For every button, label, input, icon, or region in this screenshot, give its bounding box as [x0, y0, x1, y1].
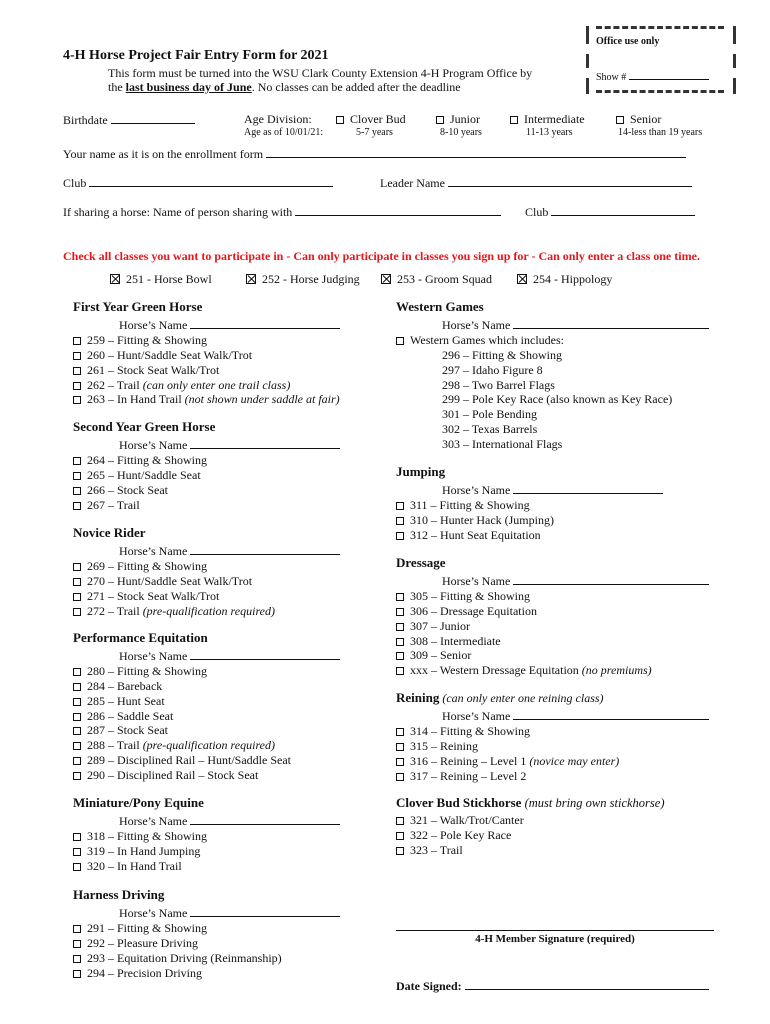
class-item[interactable]: 272 – Trail (pre-qualification required) — [73, 604, 340, 619]
class-item[interactable]: 285 – Hunt Seat — [73, 694, 340, 709]
class-item[interactable]: xxx – Western Dressage Equitation (no premiums) — [396, 663, 709, 678]
division-clover-bud-ages: 5-7 years — [356, 127, 393, 138]
class-item[interactable]: 290 – Disciplined Rail – Stock Seat — [73, 768, 340, 783]
horse-name-field[interactable]: Horse’s Name — [73, 905, 340, 921]
checkbox-icon — [73, 396, 81, 404]
section-title: Reining — [396, 690, 440, 705]
checked-checkbox-icon — [517, 274, 527, 284]
checkbox-icon — [73, 970, 81, 978]
class-item[interactable]: 316 – Reining – Level 1 (novice may enter) — [396, 754, 709, 769]
checkbox-icon — [396, 728, 404, 736]
enrollment-name-field[interactable] — [63, 146, 686, 162]
sharing-label: If sharing a horse: Name of person sharing with — [63, 205, 293, 219]
division-junior[interactable]: Junior — [436, 112, 480, 127]
class-item[interactable]: 314 – Fitting & Showing — [396, 724, 709, 739]
leader-name-field[interactable] — [380, 175, 692, 191]
birthdate-field[interactable] — [63, 112, 195, 128]
section-title: Western Games — [396, 299, 484, 314]
class-item[interactable]: 307 – Junior — [396, 619, 709, 634]
horse-name-field[interactable]: Horse’s Name — [73, 437, 340, 453]
sub-class: 298 – Two Barrel Flags — [442, 377, 555, 392]
division-senior-ages: 14-less than 19 years — [618, 127, 703, 138]
checkbox-icon — [73, 848, 81, 856]
checkbox-icon — [510, 116, 518, 124]
checkbox-icon — [396, 847, 404, 855]
office-use-box — [586, 26, 736, 94]
checkbox-icon — [73, 833, 81, 841]
show-number-label: Show # — [596, 72, 627, 83]
class-item[interactable]: 294 – Precision Driving — [73, 966, 340, 981]
class-item[interactable]: 262 – Trail (can only enter one trail class) — [73, 378, 340, 393]
checked-checkbox-icon — [246, 274, 256, 284]
horse-name-field[interactable]: Horse’s Name — [396, 708, 709, 724]
division-senior[interactable]: Senior — [616, 112, 661, 127]
signature-line[interactable] — [396, 930, 714, 931]
checkbox-icon — [73, 487, 81, 495]
age-division-label: Age Division: — [244, 112, 312, 126]
checkbox-icon — [73, 955, 81, 963]
section-title: Miniature/Pony Equine — [73, 795, 204, 810]
age-note: Age as of 10/01/21: — [244, 127, 324, 138]
section-western-games — [396, 300, 709, 452]
sub-class: 296 – Fitting & Showing — [442, 347, 563, 362]
section-title: Clover Bud Stickhorse — [396, 795, 522, 810]
checkbox-icon — [73, 502, 81, 510]
class-item[interactable]: 305 – Fitting & Showing — [396, 589, 709, 604]
checkbox-icon — [396, 608, 404, 616]
class-254[interactable]: 254 - Hippology — [517, 272, 612, 287]
club-label: Club — [63, 176, 87, 190]
class-item[interactable]: 312 – Hunt Seat Equitation — [396, 528, 663, 543]
checkbox-icon — [396, 517, 404, 525]
checkbox-icon — [396, 593, 404, 601]
checkbox-icon — [336, 116, 344, 124]
class-item[interactable]: 270 – Hunt/Saddle Seat Walk/Trot — [73, 574, 340, 589]
class-item[interactable]: 310 – Hunter Hack (Jumping) — [396, 513, 663, 528]
checkbox-icon — [73, 940, 81, 948]
class-item[interactable]: 261 – Stock Seat Walk/Trot — [73, 363, 340, 378]
class-item[interactable]: 286 – Saddle Seat — [73, 709, 340, 724]
form-instruction-line1: This form must be turned into the WSU Clark County Extension 4-H Program Office by — [108, 66, 533, 80]
section-title: Second Year Green Horse — [73, 419, 216, 434]
checkbox-icon — [396, 667, 404, 675]
horse-name-field[interactable]: Horse’s Name — [396, 482, 663, 498]
form-title: 4-H Horse Project Fair Entry Form for 2021 — [63, 48, 329, 63]
section-title: Performance Equitation — [73, 630, 208, 645]
horse-name-field[interactable]: Horse’s Name — [396, 317, 709, 333]
class-item[interactable]: 288 – Trail (pre-qualification required) — [73, 738, 340, 753]
class-item[interactable]: 309 – Senior — [396, 648, 709, 663]
checkbox-icon — [396, 623, 404, 631]
checkbox-icon — [73, 863, 81, 871]
class-item[interactable]: 291 – Fitting & Showing — [73, 921, 340, 936]
checkbox-icon — [73, 925, 81, 933]
section-novice-rider — [73, 526, 340, 618]
division-intermediate-ages: 11-13 years — [526, 127, 573, 138]
checkbox-icon — [73, 472, 81, 480]
checkbox-icon — [73, 367, 81, 375]
class-251[interactable]: 251 - Horse Bowl — [110, 272, 212, 287]
signature-label: 4-H Member Signature (required) — [475, 933, 635, 945]
class-item[interactable]: 284 – Bareback — [73, 679, 340, 694]
sub-class: 297 – Idaho Figure 8 — [442, 362, 543, 377]
checkbox-icon — [73, 683, 81, 691]
class-item[interactable]: 271 – Stock Seat Walk/Trot — [73, 589, 340, 604]
section-dressage — [396, 556, 709, 678]
show-number-field[interactable] — [596, 68, 709, 83]
class-item[interactable]: 306 – Dressage Equitation — [396, 604, 709, 619]
section-jumping — [396, 465, 663, 543]
sharing-club-field[interactable] — [525, 204, 695, 220]
sub-class: 302 – Texas Barrels — [442, 422, 538, 437]
class-item[interactable]: 264 – Fitting & Showing — [73, 453, 340, 468]
horse-name-field[interactable]: Horse’s Name — [73, 813, 340, 829]
section-title: Harness Driving — [73, 887, 165, 902]
class-item[interactable]: 293 – Equitation Driving (Reinmanship) — [73, 951, 340, 966]
class-item[interactable]: 280 – Fitting & Showing — [73, 664, 340, 679]
club-field[interactable] — [63, 175, 333, 191]
horse-name-field[interactable]: Horse’s Name — [73, 317, 340, 333]
class-item[interactable]: 259 – Fitting & Showing — [73, 333, 340, 348]
section-harness-driving — [73, 888, 340, 980]
checkbox-icon — [396, 532, 404, 540]
checkbox-icon — [73, 713, 81, 721]
checkbox-icon — [73, 382, 81, 390]
checkbox-icon — [396, 743, 404, 751]
class-item[interactable]: 308 – Intermediate — [396, 634, 709, 649]
class-item[interactable]: 267 – Trail — [73, 498, 340, 513]
sharing-club-label: Club — [525, 205, 549, 219]
class-item[interactable]: 311 – Fitting & Showing — [396, 498, 663, 513]
section-second-year-green-horse — [73, 420, 340, 512]
class-item[interactable]: 266 – Stock Seat — [73, 483, 340, 498]
class-252[interactable]: 252 - Horse Judging — [246, 272, 360, 287]
class-item[interactable]: 263 – In Hand Trail (not shown under saddle at fair) — [73, 392, 340, 407]
checkbox-icon — [73, 727, 81, 735]
checkbox-icon — [396, 832, 404, 840]
checkbox-icon — [73, 593, 81, 601]
class-item[interactable]: 260 – Hunt/Saddle Seat Walk/Trot — [73, 348, 340, 363]
date-signed-field[interactable] — [396, 978, 709, 994]
class-item[interactable]: 315 – Reining — [396, 739, 709, 754]
section-clover-bud-stickhorse — [396, 796, 665, 858]
leader-name-label: Leader Name — [380, 176, 445, 190]
checkbox-icon — [396, 638, 404, 646]
division-intermediate[interactable]: Intermediate — [510, 112, 585, 127]
class-253[interactable]: 253 - Groom Squad — [381, 272, 492, 287]
section-title: First Year Green Horse — [73, 299, 203, 314]
class-item[interactable]: 269 – Fitting & Showing — [73, 559, 340, 574]
checkbox-icon — [73, 563, 81, 571]
checkbox-icon — [73, 578, 81, 586]
sub-class: 301 – Pole Bending — [442, 407, 537, 422]
sub-class: 303 – International Flags — [442, 437, 563, 452]
section-miniature-pony-equine — [73, 796, 340, 874]
horse-name-field[interactable]: Horse’s Name — [396, 573, 709, 589]
class-item[interactable]: 292 – Pleasure Driving — [73, 936, 340, 951]
office-title: Office use only — [596, 36, 660, 47]
checkbox-icon — [396, 337, 404, 345]
checkbox-icon — [73, 352, 81, 360]
checkbox-icon — [73, 457, 81, 465]
class-item[interactable]: 318 – Fitting & Showing — [73, 829, 340, 844]
section-performance-equitation — [73, 631, 340, 783]
class-item[interactable]: 265 – Hunt/Saddle Seat — [73, 468, 340, 483]
class-item[interactable]: 289 – Disciplined Rail – Hunt/Saddle Seat — [73, 753, 340, 768]
checkbox-icon — [396, 817, 404, 825]
date-signed-label: Date Signed: — [396, 979, 462, 993]
class-item[interactable]: 319 – In Hand Jumping — [73, 844, 340, 859]
section-reining — [396, 691, 709, 783]
class-item[interactable]: 323 – Trail — [396, 843, 665, 858]
section-title: Dressage — [396, 555, 446, 570]
checkbox-icon — [73, 337, 81, 345]
checkbox-icon — [616, 116, 624, 124]
section-title-note: (must bring own stickhorse) — [521, 796, 665, 810]
class-item[interactable]: 317 – Reining – Level 2 — [396, 769, 709, 784]
division-clover-bud[interactable]: Clover Bud — [336, 112, 406, 127]
class-item[interactable]: 287 – Stock Seat — [73, 723, 340, 738]
birthdate-label: Birthdate — [63, 113, 108, 127]
section-title-note: (can only enter one reining class) — [439, 691, 604, 705]
checked-checkbox-icon — [110, 274, 120, 284]
checkbox-icon — [396, 773, 404, 781]
sharing-field[interactable] — [63, 204, 501, 220]
checkbox-icon — [73, 772, 81, 780]
enrollment-name-label: Your name as it is on the enrollment form — [63, 147, 264, 161]
horse-name-field[interactable]: Horse’s Name — [73, 648, 340, 664]
checkbox-icon — [73, 698, 81, 706]
class-item[interactable]: 320 – In Hand Trail — [73, 859, 340, 874]
class-item[interactable]: Western Games which includes: — [396, 333, 709, 348]
division-junior-ages: 8-10 years — [440, 127, 482, 138]
checkbox-icon — [396, 652, 404, 660]
class-item[interactable]: 321 – Walk/Trot/Canter — [396, 813, 665, 828]
checkbox-icon — [396, 502, 404, 510]
section-title: Novice Rider — [73, 525, 146, 540]
checkbox-icon — [436, 116, 444, 124]
sub-class: 299 – Pole Key Race (also known as Key Race) — [442, 392, 673, 407]
class-item[interactable]: 322 – Pole Key Race — [396, 828, 665, 843]
checked-checkbox-icon — [381, 274, 391, 284]
checkbox-icon — [73, 742, 81, 750]
deadline-text: last business day of June — [125, 80, 252, 94]
checkbox-icon — [73, 757, 81, 765]
checkbox-icon — [396, 758, 404, 766]
form-instruction-line2: the last business day of June. No classes can be added after the deadline — [108, 80, 461, 94]
checkbox-icon — [73, 608, 81, 616]
horse-name-field[interactable]: Horse’s Name — [73, 543, 340, 559]
section-title: Jumping — [396, 464, 446, 479]
class-instructions: Check all classes you want to participate in - Can only participate in classes you sign up for - Can only enter a class one time. — [63, 249, 700, 263]
section-first-year-green-horse — [73, 300, 340, 407]
checkbox-icon — [73, 668, 81, 676]
